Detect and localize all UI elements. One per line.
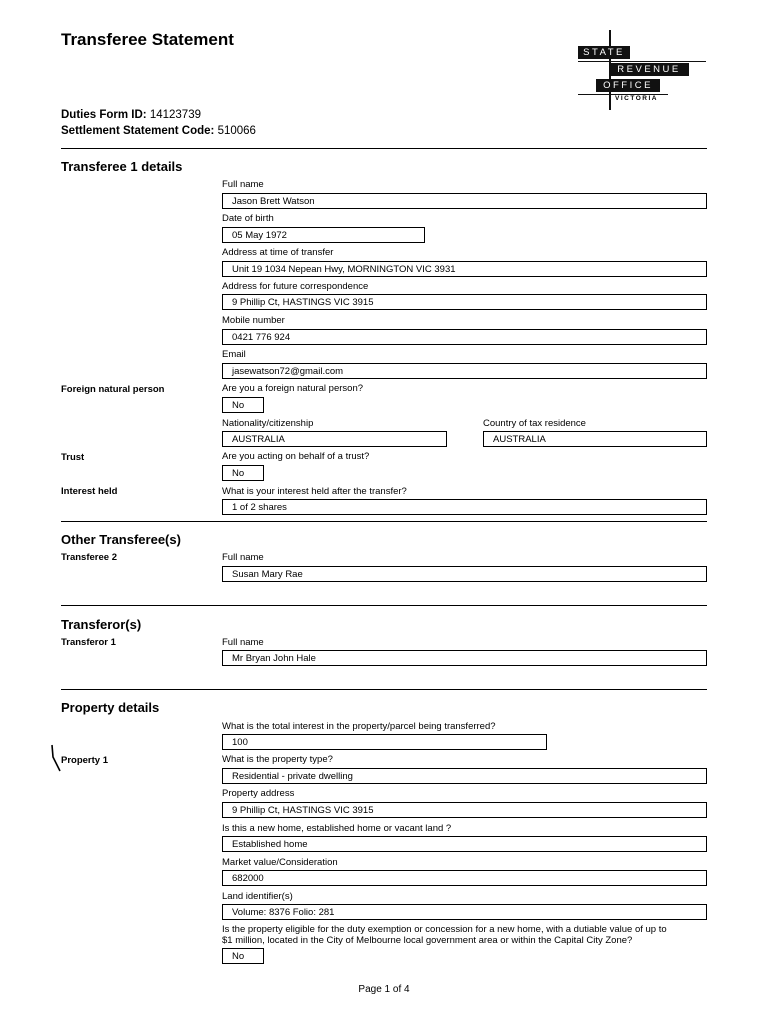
transferor1-name-field[interactable]: Mr Bryan John Hale xyxy=(222,650,707,666)
logo-text-office: OFFICE xyxy=(596,79,660,92)
transferors-heading: Transferor(s) xyxy=(61,617,142,632)
foreign-person-field[interactable]: No xyxy=(222,397,264,413)
home-type-field[interactable]: Established home xyxy=(222,836,707,852)
logo-horizontal-line xyxy=(578,61,706,62)
trust-field[interactable]: No xyxy=(222,465,264,481)
section-divider xyxy=(61,605,707,606)
property-address-label: Property address xyxy=(222,788,295,799)
mobile-field[interactable]: 0421 776 924 xyxy=(222,329,707,345)
land-identifier-field[interactable]: Volume: 8376 Folio: 281 xyxy=(222,904,707,920)
email-field[interactable]: jasewatson72@gmail.com xyxy=(222,363,707,379)
interest-field[interactable]: 1 of 2 shares xyxy=(222,499,707,515)
tax-residence-field[interactable]: AUSTRALIA xyxy=(483,431,707,447)
address-label: Address at time of transfer xyxy=(222,247,334,258)
transferee2-name-field[interactable]: Susan Mary Rae xyxy=(222,566,707,582)
duties-form-value: 14123739 xyxy=(149,109,201,121)
interest-question: What is your interest held after the transfer? xyxy=(222,486,407,497)
foreign-person-question: Are you a foreign natural person? xyxy=(222,383,364,394)
section-divider xyxy=(61,148,707,149)
home-type-question: Is this a new home, established home or vacant land ? xyxy=(222,823,452,834)
transferee2-name-label: Full name xyxy=(222,552,264,563)
logo-text-victoria: VICTORIA xyxy=(615,95,658,102)
nationality-label: Nationality/citizenship xyxy=(222,418,314,429)
land-identifier-label: Land identifier(s) xyxy=(222,891,293,902)
trust-question: Are you acting on behalf of a trust? xyxy=(222,451,370,462)
property-heading: Property details xyxy=(61,700,160,715)
full-name-label: Full name xyxy=(222,179,264,190)
future-address-label: Address for future correspondence xyxy=(222,281,369,292)
state-revenue-office-logo xyxy=(578,30,706,110)
logo-text-state: STATE xyxy=(578,46,630,59)
settlement-code xyxy=(61,125,256,137)
dob-field[interactable]: 05 May 1972 xyxy=(222,227,425,243)
duties-form-id xyxy=(61,109,201,121)
total-interest-field[interactable]: 100 xyxy=(222,734,547,750)
page-title: Transferee Statement xyxy=(61,30,234,49)
foreign-person-side-label: Foreign natural person xyxy=(61,384,165,395)
interest-side-label: Interest held xyxy=(61,486,118,497)
tax-residence-label: Country of tax residence xyxy=(483,418,586,429)
nationality-field[interactable]: AUSTRALIA xyxy=(222,431,447,447)
transferee1-heading: Transferee 1 details xyxy=(61,159,183,174)
future-address-field[interactable]: 9 Phillip Ct, HASTINGS VIC 3915 xyxy=(222,294,707,310)
full-name-field[interactable]: Jason Brett Watson xyxy=(222,193,707,209)
settlement-code-label: Settlement Statement Code: xyxy=(61,125,215,137)
property-type-question: What is the property type? xyxy=(222,754,333,765)
other-transferees-heading: Other Transferee(s) xyxy=(61,532,181,547)
duties-form-label: Duties Form ID: xyxy=(61,109,147,121)
section-divider xyxy=(61,521,707,522)
exemption-question-line1: Is the property eligible for the duty exemption or concession for a new home, with a dutiable value of up to xyxy=(222,924,667,935)
property-type-field[interactable]: Residential - private dwelling xyxy=(222,768,707,784)
trust-side-label: Trust xyxy=(61,452,85,463)
market-value-label: Market value/Consideration xyxy=(222,857,338,868)
transferee2-side-label: Transferee 2 xyxy=(61,552,117,563)
transferor1-side-label: Transferor 1 xyxy=(61,637,116,648)
exemption-question xyxy=(222,924,712,946)
exemption-question-line2: $1 million, located in the City of Melbourne local government area or within the Capital City Zone? xyxy=(222,935,633,946)
mobile-label: Mobile number xyxy=(222,315,285,326)
exemption-field[interactable]: No xyxy=(222,948,264,964)
property-address-field[interactable]: 9 Phillip Ct, HASTINGS VIC 3915 xyxy=(222,802,707,818)
transferor1-name-label: Full name xyxy=(222,637,264,648)
section-divider xyxy=(61,689,707,690)
settlement-code-value: 510066 xyxy=(217,125,256,137)
market-value-field[interactable]: 682000 xyxy=(222,870,707,886)
address-field[interactable]: Unit 19 1034 Nepean Hwy, MORNINGTON VIC 3931 xyxy=(222,261,707,277)
dob-label: Date of birth xyxy=(222,213,274,224)
page-number: Page 1 of 4 xyxy=(358,984,410,995)
email-label: Email xyxy=(222,349,246,360)
logo-text-revenue: REVENUE xyxy=(609,63,689,76)
property1-side-label: Property 1 xyxy=(61,755,108,766)
total-interest-question: What is the total interest in the property/parcel being transferred? xyxy=(222,721,496,732)
